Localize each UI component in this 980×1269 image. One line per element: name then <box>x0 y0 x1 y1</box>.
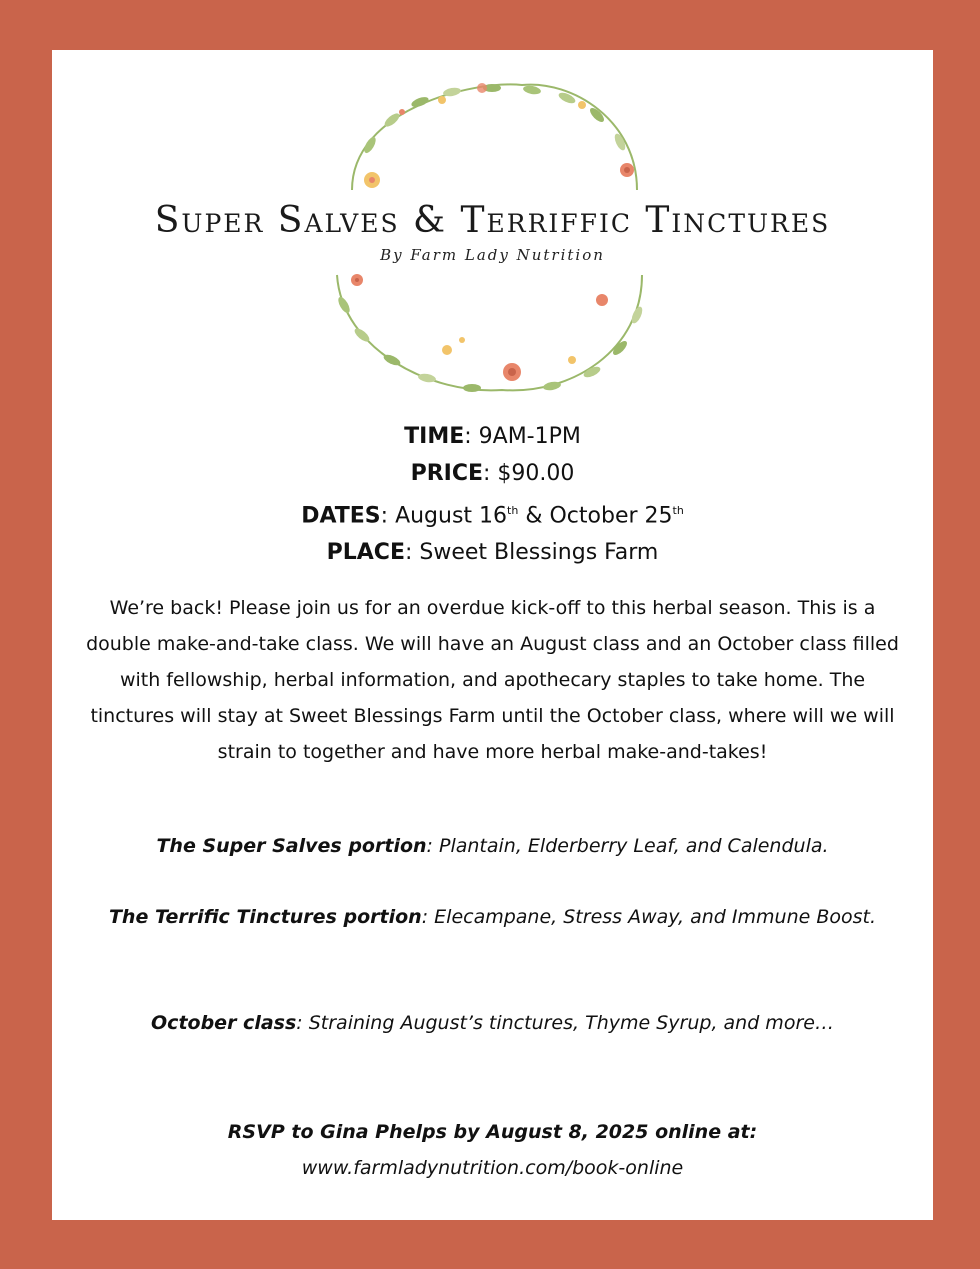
rsvp-line: RSVP to Gina Phelps by August 8, 2025 online at: <box>227 1121 758 1143</box>
october-class: October class: Straining August’s tinctures, Thyme Syrup, and more… <box>151 1012 834 1034</box>
rsvp-block <box>52 1114 933 1186</box>
event-details <box>52 418 933 571</box>
time-line: TIME: 9AM-1PM <box>404 424 581 449</box>
flyer-page <box>52 50 933 1220</box>
dates-first-suffix: th <box>507 504 519 517</box>
tinctures-portion-text: Elecampane, Stress Away, and Immune Boost. <box>434 906 877 928</box>
tinctures-portion: The Terrific Tinctures portion: Elecampane, Stress Away, and Immune Boost. <box>108 906 877 928</box>
dates-second-suffix: th <box>672 504 684 517</box>
october-class-text: Straining August’s tinctures, Thyme Syrup, and more… <box>308 1012 834 1034</box>
salves-portion: The Super Salves portion: Plantain, Elderberry Leaf, and Calendula. <box>156 835 829 857</box>
dates-line: DATES: August 16th & October 25th <box>301 503 684 529</box>
price-label: PRICE <box>410 461 484 486</box>
salves-portion-label: The Super Salves portion <box>156 835 427 857</box>
dates-second: & October 25 <box>518 503 673 529</box>
time-value: 9AM-1PM <box>478 424 581 449</box>
price-line: PRICE: $90.00 <box>410 461 575 486</box>
intro-paragraph: We’re back! Please join us for an overdue kick-off to this herbal season. This is a double make-and-take class. We will have an August class and an October class filled with fellowship, herbal information, and apothecary staples to take home. The tinctures will stay at Sweet Blessings Farm until the October class, where will we will strain to together and have more herbal make-and-takes! <box>86 597 899 763</box>
place-label: PLACE <box>326 540 405 566</box>
dates-label: DATES <box>301 503 381 529</box>
time-label: TIME <box>404 424 465 449</box>
place-line: PLACE: Sweet Blessings Farm <box>326 540 659 566</box>
october-class-label: October class <box>151 1012 297 1034</box>
salves-portion-text: Plantain, Elderberry Leaf, and Calendula. <box>439 835 829 857</box>
price-value: $90.00 <box>497 461 575 486</box>
rsvp-url[interactable]: www.farmladynutrition.com/book-online <box>301 1157 684 1179</box>
place-value: Sweet Blessings Farm <box>419 540 659 566</box>
dates-first: August 16 <box>395 503 508 529</box>
page-subtitle: By Farm Lady Nutrition <box>380 246 605 264</box>
tinctures-portion-label: The Terrific Tinctures portion <box>108 906 422 928</box>
wreath-top-arc <box>352 83 637 190</box>
page-title: Super Salves & Terriffic Tinctures <box>154 200 831 241</box>
wreath-bottom-arc <box>336 274 644 392</box>
